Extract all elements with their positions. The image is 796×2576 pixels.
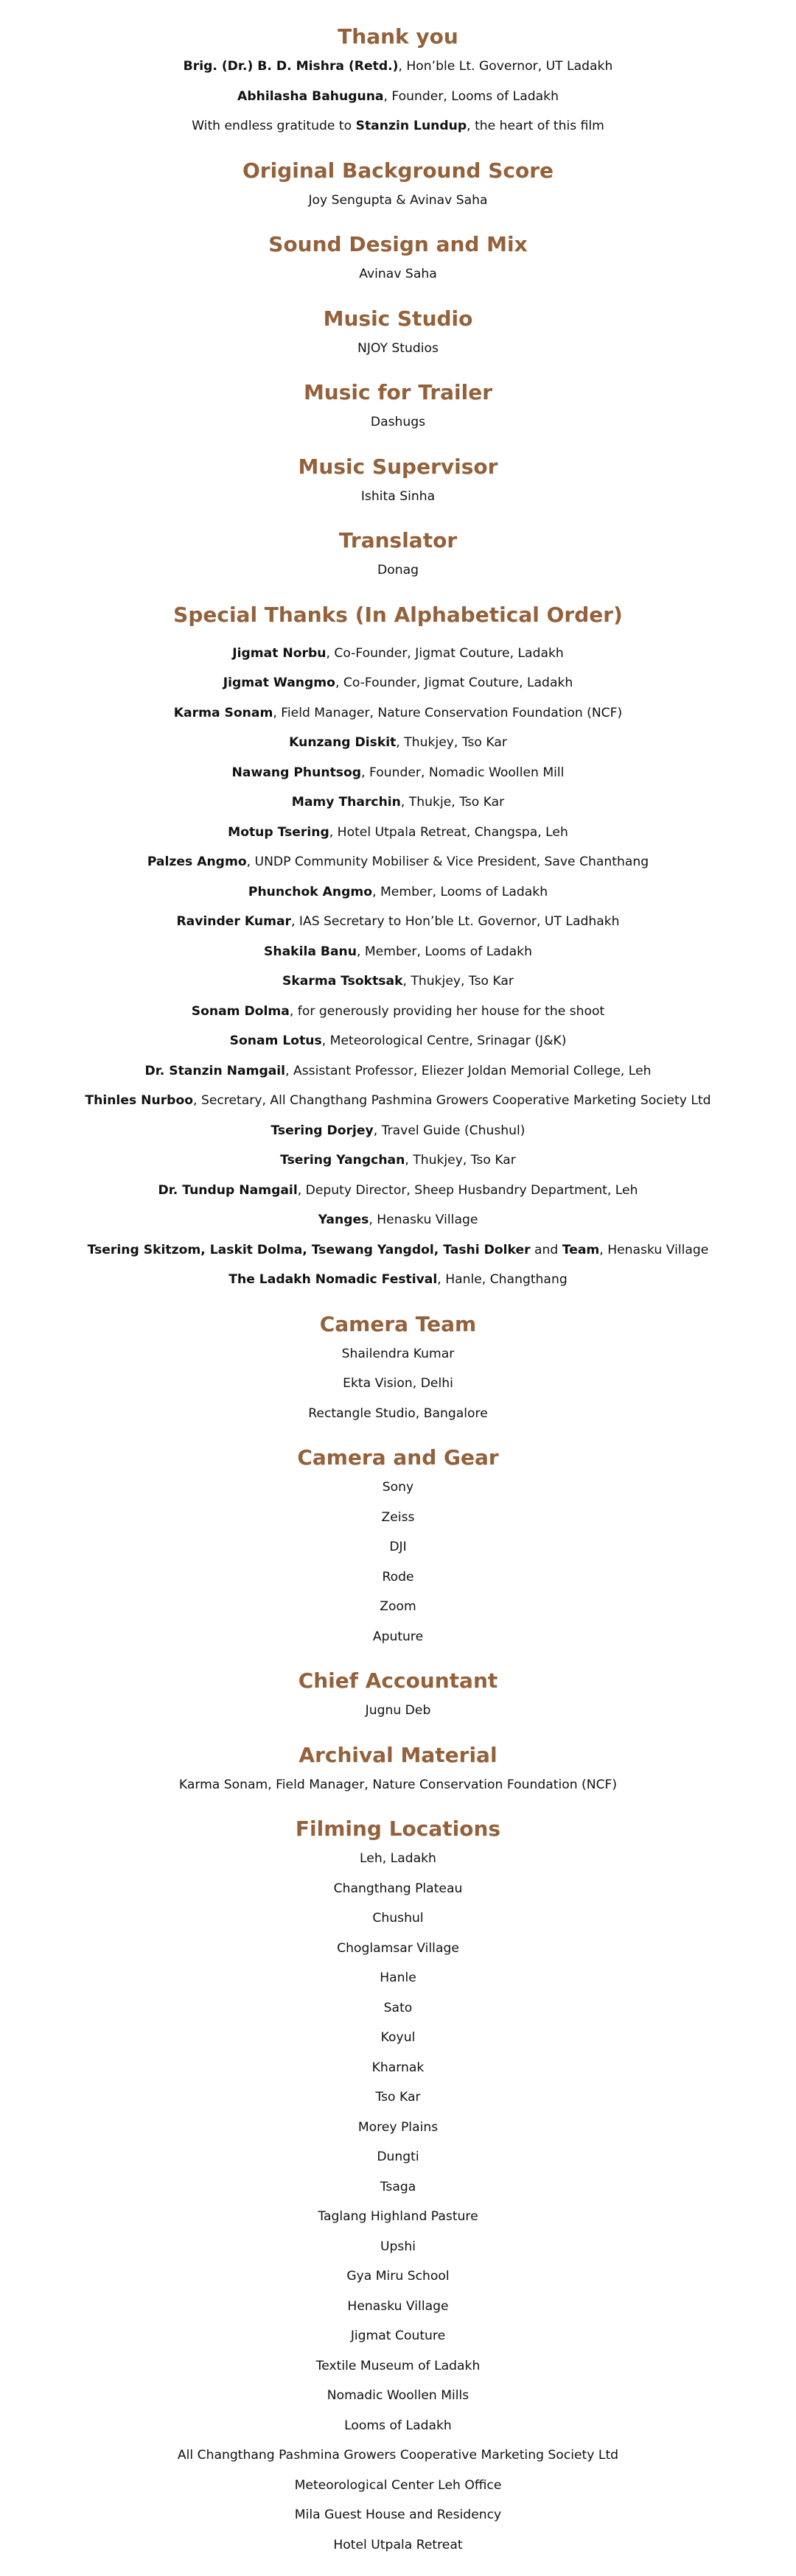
credit-name: Phunchok Angmo: [248, 884, 373, 899]
credit-text: , the heart of this film: [467, 119, 604, 133]
credit-line: [0, 1116, 796, 1146]
credit-name: Dr. Stanzin Namgail: [144, 1063, 286, 1078]
credit-name: Ravinder Kumar: [176, 914, 291, 929]
credit-text: Joy Sengupta & Avinav Saha: [308, 192, 488, 208]
credit-text: Zoom: [380, 1599, 416, 1614]
credit-line: [0, 2053, 796, 2083]
credit-name: Palzes Angmo: [147, 854, 247, 869]
credit-name: Thinles Nurboo: [85, 1093, 194, 1108]
credits-section-music-studio: [0, 304, 796, 364]
credit-text: , Hon’ble Lt. Governor, UT Ladakh: [398, 59, 613, 74]
credit-line: [0, 186, 796, 216]
credit-text: Zeiss: [381, 1509, 415, 1525]
spacer: [0, 630, 796, 639]
credit-line: [0, 2261, 796, 2292]
credit-text: Tso Kar: [375, 2090, 421, 2105]
section-heading: Archival Material: [298, 1742, 498, 1767]
credit-name: Shakila Banu: [264, 944, 357, 959]
credit-line: [0, 2142, 796, 2172]
section-heading: Camera Team: [319, 1311, 477, 1336]
credit-text: Sony: [382, 1480, 414, 1495]
credit-text: All Changthang Pashmina Growers Cooperative Marketing Society Ltd: [177, 2448, 619, 2463]
credit-text: Koyul: [380, 2030, 416, 2045]
credit-text: Taglang Highland Pasture: [318, 2209, 478, 2224]
credit-line: [0, 1205, 796, 1235]
credit-text: Ekta Vision, Delhi: [343, 1376, 453, 1391]
credit-line: [0, 1592, 796, 1622]
credit-text: , for generously providing her house for the shoot: [289, 1003, 605, 1019]
credit-text: Mila Guest House and Residency: [294, 2507, 502, 2522]
credit-text: Dashugs: [370, 415, 426, 429]
credit-line: [0, 728, 796, 758]
credit-line: [0, 2381, 796, 2411]
credit-line: [0, 877, 796, 908]
credit-name: Sonam Dolma: [191, 1003, 290, 1019]
section-heading: Music for Trailer: [303, 380, 493, 404]
credit-line: [0, 1903, 796, 1934]
credit-line: [0, 1770, 796, 1800]
credit-line: [0, 52, 796, 82]
credit-line: [0, 907, 796, 937]
credit-line: [0, 1026, 796, 1056]
credit-line: [0, 82, 796, 112]
credits-section-music-supervisor: [0, 452, 796, 512]
credit-text: , Thukje, Tso Kar: [400, 795, 505, 810]
credit-name: Nawang Phuntsog: [231, 765, 362, 780]
credit-text: , Founder, Looms of Ladakh: [383, 88, 559, 104]
credit-text: Meteorological Center Leh Office: [294, 2477, 502, 2493]
credit-text: , Meteorological Centre, Srinagar (J&K): [321, 1033, 567, 1048]
credit-text: , Founder, Nomadic Woollen Mill: [361, 765, 565, 780]
credit-text: Chushul: [372, 1911, 424, 1926]
credit-line: [0, 111, 796, 141]
credit-name: Tsering Yangchan: [280, 1153, 405, 1168]
credits-section-original-background-score: [0, 156, 796, 216]
credit-text: DJI: [389, 1540, 407, 1554]
credit-line: [0, 1086, 796, 1116]
credit-text: With endless gratitude to: [192, 119, 356, 133]
credit-line: [0, 1874, 796, 1904]
credit-line: [0, 407, 796, 438]
credit-name: Tsering Dorjey: [270, 1123, 374, 1138]
credit-name: Skarma Tsoktsak: [282, 974, 403, 989]
credit-line: [0, 259, 796, 289]
credit-text: Nomadic Woollen Mills: [327, 2388, 469, 2403]
credit-text: , Hanle, Changthang: [437, 1272, 568, 1287]
credit-text: Avinav Saha: [359, 267, 437, 281]
credit-text: Upshi: [380, 2239, 416, 2254]
section-heading: Music Supervisor: [298, 454, 498, 479]
credit-line: [0, 698, 796, 729]
credit-text: , Co-Founder, Jigmat Couture, Ladakh: [326, 645, 564, 661]
credit-line: [0, 1235, 796, 1266]
credit-text: Shailendra Kumar: [341, 1346, 455, 1361]
credit-text: Rode: [382, 1569, 414, 1584]
credit-line: [0, 2321, 796, 2351]
credit-text: NJOY Studios: [357, 340, 439, 356]
credit-line: [0, 639, 796, 669]
credit-line: [0, 1339, 796, 1369]
credit-text: Changthang Plateau: [333, 1881, 463, 1896]
credits-section-camera-team: [0, 1310, 796, 1429]
credit-line: [0, 2411, 796, 2441]
credit-line: [0, 1399, 796, 1429]
credit-text: Tsaga: [380, 2179, 416, 2194]
credit-text: Gya Miru School: [346, 2269, 450, 2284]
credit-text: Karma Sonam, Field Manager, Nature Conservation Foundation (NCF): [178, 1777, 618, 1792]
credit-line: [0, 1145, 796, 1176]
credit-text: Morey Plains: [357, 2119, 439, 2135]
credit-line: [0, 847, 796, 877]
credit-line: [0, 1934, 796, 1964]
credit-line: [0, 1993, 796, 2024]
credit-line: [0, 1503, 796, 1533]
credit-text: , Thukjey, Tso Kar: [405, 1153, 516, 1168]
credit-text: Textile Museum of Ladakh: [315, 2358, 481, 2373]
credit-name: Kunzang Diskit: [289, 735, 397, 750]
credit-name: Jigmat Norbu: [232, 645, 327, 661]
credit-text: , Deputy Director, Sheep Husbandry Department, Leh: [297, 1182, 638, 1198]
credit-name: Sonam Lotus: [229, 1033, 322, 1048]
credit-text: Rectangle Studio, Bangalore: [308, 1405, 488, 1421]
credit-name: Stanzin Lundup: [355, 119, 467, 133]
credit-name: The Ladakh Nomadic Festival: [228, 1272, 438, 1287]
credit-line: [0, 2440, 796, 2471]
credit-text: Henasku Village: [347, 2298, 449, 2314]
credit-text: , Thukjey, Tso Kar: [396, 735, 507, 750]
credits-section-special-thanks: [0, 600, 796, 1295]
credit-line: [0, 1532, 796, 1562]
credit-name: Jigmat Wangmo: [223, 675, 335, 690]
credit-text: and: [530, 1242, 562, 1257]
credit-text: , Thukjey, Tso Kar: [402, 974, 514, 989]
credit-name: Dr. Tundup Namgail: [158, 1182, 298, 1198]
credit-text: Hanle: [380, 1970, 416, 1985]
credit-line: [0, 818, 796, 848]
credit-line: [0, 1369, 796, 1399]
credit-line: [0, 1265, 796, 1295]
credit-text: Dungti: [377, 2149, 419, 2164]
credits-section-translator: [0, 526, 796, 586]
credit-line: [0, 2082, 796, 2113]
credit-name: Abhilasha Bahuguna: [237, 88, 384, 104]
credit-name: Karma Sonam: [173, 705, 273, 720]
section-heading: Filming Locations: [295, 1817, 501, 1841]
credit-line: [0, 2232, 796, 2262]
credit-text: , IAS Secretary to Hon’ble Lt. Governor, UT Ladhakh: [291, 914, 620, 929]
credit-text: Kharnak: [371, 2060, 425, 2075]
credit-line: [0, 555, 796, 586]
credits-section-music-for-trailer: [0, 378, 796, 438]
credit-name: Mamy Tharchin: [291, 795, 401, 810]
credit-text: Aputure: [372, 1629, 424, 1644]
credit-text: Choglamsar Village: [337, 1940, 459, 1956]
credit-line: [0, 997, 796, 1027]
section-heading: Translator: [338, 528, 458, 552]
credit-text: Ishita Sinha: [360, 488, 436, 504]
credit-text: , Co-Founder, Jigmat Couture, Ladakh: [335, 675, 573, 690]
credits-section-filming-locations: [0, 1814, 796, 2560]
credit-text: , Member, Looms of Ladakh: [356, 944, 532, 959]
credit-text: , Travel Guide (Chushul): [373, 1123, 526, 1138]
credit-line: [0, 2530, 796, 2561]
credit-line: [0, 1176, 796, 1206]
credit-text: Looms of Ladakh: [344, 2418, 452, 2433]
credit-line: [0, 2023, 796, 2053]
section-heading: Sound Design and Mix: [268, 232, 528, 256]
credit-line: [0, 2351, 796, 2382]
credit-line: [0, 2172, 796, 2203]
credit-name: Brig. (Dr.) B. D. Mishra (Retd.): [183, 59, 399, 74]
section-heading: Original Background Score: [242, 158, 554, 183]
section-heading: Chief Accountant: [298, 1668, 498, 1693]
credit-text: , Assistant Professor, Eliezer Joldan Memorial College, Leh: [285, 1063, 652, 1078]
credit-text: , Secretary, All Changthang Pashmina Growers Cooperative Marketing Society Ltd: [193, 1093, 711, 1108]
credit-line: [0, 1473, 796, 1503]
section-heading: Music Studio: [323, 306, 473, 331]
credit-text: , Henasku Village: [599, 1242, 709, 1257]
credit-line: [0, 1844, 796, 1874]
credit-line: [0, 1622, 796, 1652]
section-heading: Special Thanks (In Alphabetical Order): [173, 602, 623, 627]
credit-line: [0, 1963, 796, 1993]
credit-line: [0, 334, 796, 364]
section-heading: Camera and Gear: [297, 1445, 499, 1470]
credit-name: Team: [562, 1242, 600, 1257]
section-heading: Thank you: [338, 24, 458, 49]
credit-line: [0, 2113, 796, 2143]
credit-name: Tsering Skitzom, Laskit Dolma, Tsewang Yangdol, Tashi Dolker: [87, 1242, 531, 1257]
credit-line: [0, 1562, 796, 1593]
credit-line: [0, 668, 796, 698]
credit-line: [0, 787, 796, 818]
credit-text: Leh, Ladakh: [360, 1851, 436, 1866]
credit-text: , Member, Looms of Ladakh: [372, 884, 548, 899]
credit-line: [0, 2202, 796, 2232]
credit-name: Yanges: [318, 1212, 369, 1227]
credit-text: Hotel Utpala Retreat: [333, 2537, 463, 2552]
credit-line: [0, 482, 796, 512]
credit-text: , UNDP Community Mobiliser & Vice President, Save Chanthang: [246, 854, 649, 869]
credit-line: [0, 2471, 796, 2501]
credit-text: , Field Manager, Nature Conservation Foundation (NCF): [273, 705, 623, 720]
credit-text: Jigmat Couture: [350, 2328, 446, 2343]
credit-text: Donag: [377, 563, 419, 578]
credit-text: Jugnu Deb: [365, 1703, 431, 1718]
credit-line: [0, 758, 796, 788]
credit-line: [0, 966, 796, 997]
credits-section-camera-and-gear: [0, 1443, 796, 1652]
credit-line: [0, 1696, 796, 1726]
credit-line: [0, 1056, 796, 1087]
credits-section-thank-you: [0, 22, 796, 141]
credit-name: Motup Tsering: [228, 824, 329, 840]
credits-section-chief-accountant: [0, 1666, 796, 1726]
credit-line: [0, 2500, 796, 2530]
credit-line: [0, 937, 796, 967]
credits-section-sound-design-and-mix: [0, 230, 796, 289]
credit-text: , Henasku Village: [369, 1212, 478, 1227]
credit-text: , Hotel Utpala Retreat, Changspa, Leh: [329, 824, 568, 840]
credit-text: Sato: [383, 2000, 413, 2015]
credits-section-archival-material: [0, 1741, 796, 1800]
credit-line: [0, 2292, 796, 2322]
